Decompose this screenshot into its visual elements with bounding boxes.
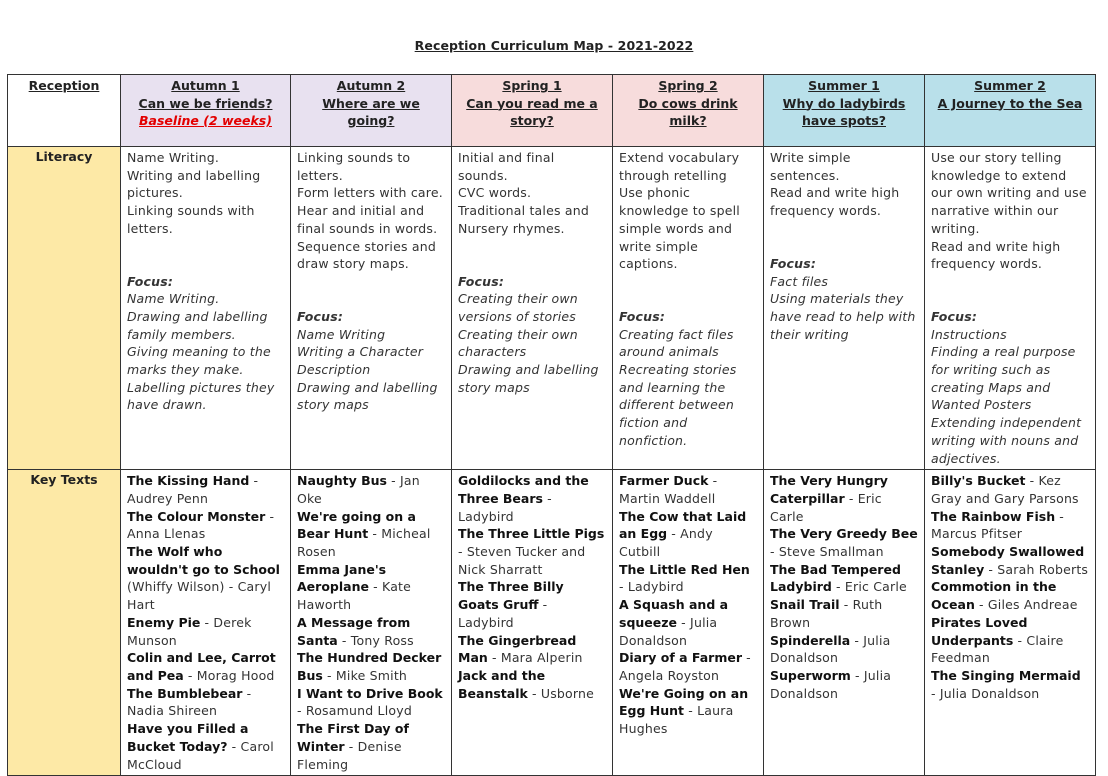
literacy-line: Writing and labelling pictures. [127,167,261,201]
book-title: The Very Greedy Bee [770,526,918,542]
book-entry [297,561,445,614]
book-author: - Steve Smallman [770,544,884,560]
book-author: - Kate Haworth [297,579,412,613]
book-entry [458,667,606,702]
spacer [458,238,606,273]
literacy-line: Write simple sentences. [770,150,851,183]
book-title: Pirates Loved Underpants [931,614,1028,648]
book-title: Snail Trail [770,597,840,613]
focus-label: Focus: [127,273,174,289]
key-texts-cell [764,470,925,776]
literacy-cell [452,147,613,470]
book-entry [619,685,757,738]
book-entry [458,578,606,631]
book-entry [770,472,918,525]
book-entry [931,543,1089,578]
literacy-line: Read and write high frequency words. [770,185,900,219]
book-title: The Cow that Laid an Egg [619,508,747,542]
focus-label: Focus: [619,308,666,324]
book-entry [619,596,757,649]
focus-line: Drawing and labelling story maps [297,379,438,413]
book-entry [297,508,445,561]
book-title: We're Going on an Egg Hunt [619,685,749,719]
term-theme: A Journey to the Sea [937,95,1083,111]
focus-line: Finding a real purpose for writing such as creating Maps and Wanted Posters [931,344,1076,413]
term-header-summer-1 [764,75,925,147]
book-title: The Little Red Hen [619,561,750,577]
key-texts-cell [121,470,291,776]
book-entry [619,472,757,507]
spacer [770,220,918,255]
book-author: - Angela Royston [619,650,751,683]
key-texts-cell [613,470,764,776]
literacy-line: Use our story telling knowledge to extend our own writing and use narrative within our writing. [931,150,1087,236]
book-entry [127,685,284,720]
focus-line: Instructions [931,326,1007,342]
literacy-line: Sequence stories and draw story maps. [297,238,436,272]
book-title: Commotion in the Ocean [931,579,1057,613]
book-author: - Ladybird [458,490,552,524]
focus-label: Focus: [297,308,344,324]
header-row [8,75,1096,147]
book-title: Jack and the Beanstalk [458,667,546,701]
focus-line: Extending independent writing with nouns and adjectives. [931,415,1082,466]
spacer [931,273,1089,308]
book-title: The Bumblebear [127,685,243,701]
book-entry [297,685,445,720]
term-theme: Do cows drink milk? [638,95,738,128]
literacy-cell [613,147,764,470]
term-name: Autumn 1 [171,78,240,93]
term-header-autumn-2 [291,75,452,147]
term-name: Summer 2 [974,78,1046,93]
literacy-row-label: Literacy [8,147,121,470]
book-author: - Mara Alperin [487,650,583,666]
book-title: The Gingerbread Man [458,632,577,666]
book-author: - Steven Tucker and Nick Sharratt [458,544,586,577]
focus-line: Recreating stories and learning the different between fiction and nonfiction. [619,362,737,448]
book-entry [297,720,445,773]
book-entry [770,632,918,667]
literacy-line: CVC words. [458,185,532,201]
book-entry [127,720,284,773]
literacy-line: Initial and final sounds. [458,150,555,183]
book-title: Billy's Bucket [931,473,1026,489]
book-author: - Sarah Roberts [984,561,1089,577]
book-title: The Hundred Decker Bus [297,650,442,683]
book-author: - Jan Oke [297,473,420,506]
book-entry [770,596,918,631]
book-title: The Rainbow Fish [931,508,1056,524]
book-title: The Colour Monster [127,508,266,524]
book-title: Somebody Swallowed Stanley [931,544,1085,577]
book-author: - Denise Fleming [297,738,402,772]
book-author: - Julia Donaldson [770,632,891,666]
book-title: A Message from Santa [297,614,411,648]
term-name: Spring 1 [502,78,562,93]
literacy-line: Form letters with care. [297,185,443,201]
book-entry [127,649,284,684]
focus-line: Using materials they have read to help with their writing [770,291,916,342]
book-author: - Audrey Penn [127,473,259,506]
term-theme: Can we be friends? [138,95,273,111]
book-entry [770,561,918,596]
book-title: The Three Billy Goats Gruff [458,579,564,613]
book-author: - Kez Gray and Gary Parsons [931,473,1079,506]
book-author: - Julia Donaldson [770,667,892,701]
focus-line: Labelling pictures they have drawn. [127,379,275,413]
book-entry [770,667,918,702]
book-title: Enemy Pie [127,614,201,630]
book-entry [297,472,445,507]
book-author: - Martin Waddell [619,473,718,506]
book-author: - Eric Carle [831,579,907,595]
term-theme: Where are we going? [322,95,420,128]
book-author: - Laura Hughes [619,703,734,737]
key-texts-row-label: Key Texts [8,470,121,776]
book-title: The Three Little Pigs [458,526,605,542]
book-title: I Want to Drive Book [297,685,443,701]
term-name: Spring 2 [658,78,718,93]
book-entry [458,472,606,525]
key-texts-cell [925,470,1096,776]
book-entry [297,649,445,684]
book-entry [619,561,757,596]
book-author: - Claire Feedman [931,632,1064,666]
book-title: Colin and Lee, Carrot and Pea [127,650,276,683]
book-author: - Eric Carle [770,490,882,524]
book-entry [619,649,757,684]
literacy-cell [925,147,1096,470]
book-author: - Ladybird [619,579,684,595]
literacy-cell [291,147,452,470]
curriculum-table [7,74,1096,776]
focus-line: Drawing and labelling story maps [458,362,599,395]
book-title: Farmer Duck [619,473,709,489]
term-theme: Why do ladybirds have spots? [782,95,906,128]
focus-line: Name Writing [297,326,386,342]
book-author: - Morag Hood [183,667,275,683]
book-author: - Ladybird [458,597,548,630]
book-entry [297,614,445,649]
spacer [127,238,284,273]
literacy-line: Linking sounds to letters. [297,150,411,183]
book-author: - Derek Munson [127,614,252,648]
book-author: - Mike Smith [322,667,408,683]
literacy-line: Extend vocabulary through retelling [619,150,740,183]
focus-line: Giving meaning to the marks they make. [127,344,271,378]
term-header-spring-2 [613,75,764,147]
book-title: We're going on a Bear Hunt [297,508,416,542]
book-title: Naughty Bus [297,473,387,489]
page-title: Reception Curriculum Map - 2021-2022 [414,38,694,53]
literacy-line: Name Writing. [127,150,220,165]
book-author: - Rosamund Lloyd [297,703,412,719]
key-texts-row [8,470,1096,776]
focus-label: Focus: [770,255,817,271]
term-theme: Can you read me a story? [466,95,598,128]
literacy-line: Hear and initial and final sounds in words. [297,203,438,236]
book-author: - Julia Donaldson [931,685,1040,701]
literacy-line: Linking sounds with letters. [127,203,255,236]
spacer [297,273,445,308]
term-header-spring-1 [452,75,613,147]
literacy-line: Use phonic knowledge to spell simple words and write simple captions. [619,185,740,272]
key-texts-cell [291,470,452,776]
term-header-autumn-1 [121,75,291,147]
focus-line: Writing a Character Description [297,344,424,378]
term-header-summer-2 [925,75,1096,147]
focus-label: Focus: [931,308,978,324]
focus-line: Drawing and labelling family members. [127,308,268,342]
book-author: - Marcus Pfitser [931,508,1064,542]
book-entry [619,508,757,561]
literacy-line: Traditional tales and Nursery rhymes. [458,203,589,236]
book-title: Diary of a Farmer [619,650,742,666]
book-entry [127,472,284,507]
book-author: - Julia Donaldson [619,614,718,648]
book-entry [458,632,606,667]
book-entry [127,614,284,649]
literacy-row [8,147,1096,470]
book-entry [931,667,1089,702]
book-title: Have you Filled a Bucket Today? [127,721,249,754]
spacer [619,273,757,308]
book-title: A Squash and a squeeze [619,597,729,630]
book-author: - Andy Cutbill [619,526,713,560]
focus-line: Creating their own versions of stories [458,291,578,324]
baseline-note: Baseline (2 weeks) [139,113,272,128]
book-title: The First Day of Winter [297,721,409,754]
book-title: Spinderella [770,632,851,648]
book-author: - Micheal Rosen [297,526,431,560]
book-title: The Singing Mermaid [931,667,1081,683]
focus-label: Focus: [458,273,505,289]
book-entry [931,614,1089,667]
book-author: - Carol McCloud [127,738,274,772]
focus-line: Creating fact files around animals [619,326,734,360]
book-title: The Very Hungry Caterpillar [770,473,888,506]
book-entry [127,508,284,543]
book-author: - Nadia Shireen [127,685,252,719]
book-entry [458,525,606,578]
book-entry [931,508,1089,543]
term-name: Summer 1 [808,78,880,93]
focus-line: Fact files [770,273,829,289]
focus-line: Creating their own characters [458,326,578,360]
book-author: - Ruth Brown [770,597,883,630]
literacy-cell [764,147,925,470]
book-title: Goldilocks and the Three Bears [458,473,589,506]
key-texts-cell [452,470,613,776]
book-title: The Kissing Hand [127,473,250,489]
book-entry [931,472,1089,507]
book-title: Emma Jane's Aeroplane [297,561,387,595]
book-author: (Whiffy Wilson) - Caryl Hart [127,579,272,613]
book-title: The Bad Tempered Ladybird [770,561,901,595]
corner-header: Reception [8,75,121,147]
book-title: The Wolf who wouldn't go to School [127,544,280,577]
book-entry [931,578,1089,613]
book-title: Superworm [770,667,851,683]
book-author: - Giles Andreae [974,597,1078,613]
book-author: - Tony Ross [337,632,414,648]
book-entry [770,525,918,560]
book-author: - Usborne [527,685,595,701]
book-entry [127,543,284,614]
book-author: - Anna Llenas [127,508,275,542]
literacy-line: Read and write high frequency words. [931,238,1061,272]
literacy-cell [121,147,291,470]
term-name: Autumn 2 [336,78,406,93]
focus-line: Name Writing. [127,291,220,307]
